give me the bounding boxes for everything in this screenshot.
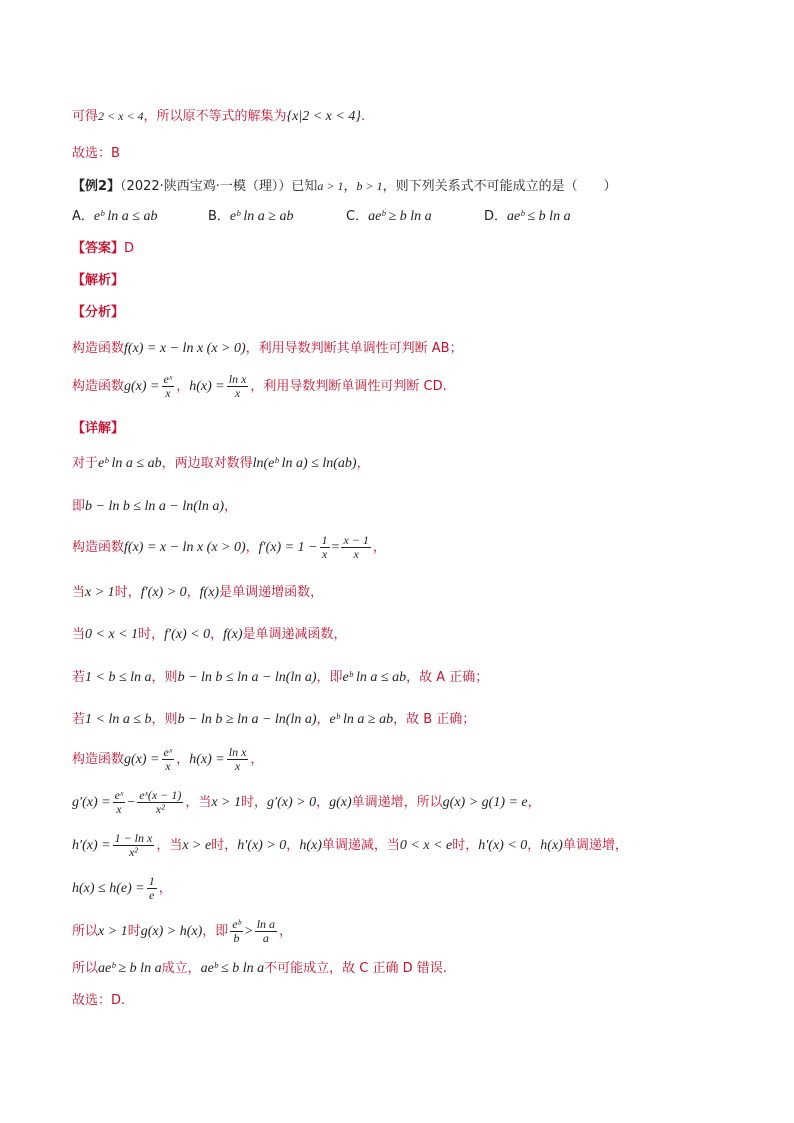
text: 构造函数 <box>72 341 125 356</box>
math: g(x) = <box>124 752 160 767</box>
math: b − ln b ≤ ln a − ln(ln a) <box>85 499 224 514</box>
denominator: x <box>234 759 241 773</box>
fraction <box>230 918 243 945</box>
text: 单调递增，所以 <box>351 795 443 810</box>
math: f(x) <box>223 627 243 642</box>
text: 时， <box>211 838 238 853</box>
text: . <box>360 109 366 124</box>
option-label: A． <box>72 209 94 224</box>
math: aeᵇ ≥ b ln a <box>98 961 162 976</box>
denominator: e <box>149 888 155 902</box>
text: 对于 <box>72 456 99 471</box>
text: ，当 <box>156 838 183 853</box>
analysis-line-1 <box>72 341 463 357</box>
detail-heading: 【详解】 <box>72 421 125 436</box>
numerator: ln x <box>228 745 247 759</box>
detail-line-13 <box>72 961 447 977</box>
text: ， <box>527 795 541 810</box>
text: 时 <box>127 924 141 939</box>
denominator: x <box>353 547 359 561</box>
detail-line-2 <box>72 499 237 515</box>
option-math: eᵇ ln a ≥ ab <box>229 209 294 224</box>
answer-choice: 故选：B <box>72 146 120 161</box>
detail-line-7 <box>72 712 475 728</box>
math: h′(x) < 0 <box>478 838 528 853</box>
question-text: ，则下列关系式不可能成立的是（ ） <box>382 179 617 194</box>
option-c <box>346 209 484 225</box>
text: ，故 B 正确； <box>393 712 476 727</box>
option-label: D． <box>484 209 508 224</box>
fraction <box>162 373 175 400</box>
text: 所以 <box>72 924 99 939</box>
option-label: B． <box>208 209 230 224</box>
sub-analysis-heading: 【分析】 <box>72 305 125 320</box>
math-inequality: 2 < x < 4 <box>98 109 144 123</box>
fraction <box>113 789 126 816</box>
math: eᵇ ln a ≤ ab <box>342 670 407 685</box>
math: h(x) = <box>189 379 225 394</box>
math: 0 < x < e <box>399 838 453 853</box>
numerator: x − 1 <box>343 533 369 547</box>
detail-line-10 <box>72 831 628 861</box>
math: g(x) > g(1) = e <box>442 795 528 810</box>
math: g(x) <box>329 795 352 810</box>
answer-label: 【答案】 <box>72 241 125 256</box>
denominator: a <box>262 931 269 945</box>
text: ，利用导数判断单调性可判断 CD. <box>250 379 447 394</box>
math: 1 < ln a ≤ b <box>85 712 152 727</box>
text: ，所以原不等式的解集为 <box>143 109 287 124</box>
text: ， <box>176 379 190 394</box>
math: eᵇ ln a ≥ ab <box>329 712 394 727</box>
text: ， <box>343 179 357 194</box>
option-math: aeᵇ ≥ b ln a <box>368 209 432 224</box>
math: h(x) ≤ h(e) = <box>72 881 145 896</box>
text: ， <box>286 838 300 853</box>
text: 是单调递增函数， <box>219 585 324 600</box>
text: ， <box>223 499 237 514</box>
fraction <box>255 918 277 945</box>
math-solution-set: {x|2 < x < 4} <box>286 109 361 124</box>
math: 0 < x < 1 <box>85 627 139 642</box>
option-math: aeᵇ ≤ b ln a <box>507 209 571 224</box>
text: 若 <box>72 670 86 685</box>
answer-value: D <box>124 241 135 256</box>
fraction <box>320 534 330 561</box>
math: h(x) = <box>189 752 225 767</box>
detail-line-4 <box>72 585 323 601</box>
text: 时， <box>114 585 141 600</box>
question-source: （2022·陕西宝鸡·一模（理））已知 <box>120 179 318 194</box>
text: 若 <box>72 712 86 727</box>
math: aeᵇ ≤ b ln a <box>200 961 265 976</box>
denominator: x <box>234 386 241 400</box>
text: 当 <box>72 627 86 642</box>
detail-line-1 <box>72 456 370 472</box>
numerator: 1 − ln x <box>114 831 153 845</box>
example-question <box>72 178 617 195</box>
text: ，利用导数判断其单调性可判断 AB； <box>245 341 463 356</box>
math: g(x) = <box>124 379 160 394</box>
text: ， <box>316 712 330 727</box>
text: ， <box>186 585 200 600</box>
text: ， <box>356 456 370 471</box>
text: ，故 A 正确； <box>406 670 489 685</box>
option-d <box>484 209 571 225</box>
fraction <box>227 373 249 400</box>
detail-line-12 <box>72 917 292 947</box>
detail-line-8 <box>72 745 263 775</box>
math: h(x) <box>540 838 563 853</box>
text: 是单调递减函数， <box>242 627 347 642</box>
final-choice-line <box>72 993 125 1009</box>
fraction <box>147 875 157 902</box>
numerator: ln a <box>256 917 276 931</box>
options-row <box>72 209 571 225</box>
text: ， <box>527 838 541 853</box>
math: h(x) <box>299 838 322 853</box>
text: 即 <box>72 499 86 514</box>
math: b − ln b ≤ ln a − ln(ln a) <box>177 670 317 685</box>
text: ，则 <box>151 712 178 727</box>
math: − <box>127 795 136 810</box>
math: f′(x) > 0 <box>140 585 187 600</box>
choice-line <box>72 146 120 162</box>
fraction <box>341 534 370 561</box>
text: 构造函数 <box>72 540 125 555</box>
math: x > 1 <box>98 924 128 939</box>
text: ， <box>158 881 172 896</box>
answer-line <box>72 241 134 257</box>
math: f′(x) < 0 <box>164 627 211 642</box>
denominator: x <box>321 547 328 561</box>
solution-conclusion-line <box>72 108 365 125</box>
math: b > 1 <box>356 179 383 193</box>
math: x > 1 <box>211 795 242 810</box>
math: h′(x) = <box>72 838 111 853</box>
text: ， <box>245 540 259 555</box>
numerator: eˣ <box>114 788 124 802</box>
math: b − ln b ≥ ln a − ln(ln a) <box>177 712 317 727</box>
detail-line-9 <box>72 788 541 818</box>
example-label: 【例2】 <box>72 179 121 194</box>
detail-line-5 <box>72 627 347 643</box>
denominator: b <box>233 931 240 945</box>
math: x > 1 <box>85 585 115 600</box>
option-b <box>208 209 346 225</box>
fraction <box>227 746 249 773</box>
text: 成立， <box>161 961 201 976</box>
numerator: 1 <box>148 874 155 888</box>
option-label: C． <box>346 209 369 224</box>
fraction <box>113 832 155 859</box>
text: ， <box>316 795 330 810</box>
numerator: 1 <box>321 533 328 547</box>
denominator: x <box>116 802 122 816</box>
math: g′(x) > 0 <box>267 795 317 810</box>
numerator: eˣ <box>163 372 173 386</box>
numerator: eˣ(x − 1) <box>139 788 182 802</box>
denominator: x² <box>155 802 165 816</box>
numerator: eᵇ <box>232 917 241 931</box>
detail-line-3 <box>72 533 386 563</box>
text: 当 <box>72 585 86 600</box>
text: ，当 <box>185 795 212 810</box>
fraction <box>137 789 183 816</box>
math: g(x) > h(x) <box>140 924 203 939</box>
denominator: x <box>165 759 171 773</box>
text: ，则 <box>151 670 178 685</box>
denominator: x <box>165 386 171 400</box>
text: 构造函数 <box>72 379 125 394</box>
math: h′(x) > 0 <box>237 838 287 853</box>
text: ，即 <box>316 670 343 685</box>
analysis-line-2 <box>72 372 447 402</box>
text: 时， <box>241 795 268 810</box>
math-function-f: f(x) = x − ln x (x > 0) <box>124 341 246 356</box>
numerator: ln x <box>228 372 247 386</box>
math: x > e <box>182 838 212 853</box>
text: ， <box>279 924 293 939</box>
math: ln(eᵇ ln a) ≤ ln(ab) <box>252 456 357 471</box>
text: ， <box>372 540 386 555</box>
text: ，两边取对数得 <box>161 456 253 471</box>
text: 可得 <box>72 109 99 124</box>
text: 所以 <box>72 961 99 976</box>
text: 不可能成立，故 C 正确 D 错误. <box>264 961 447 976</box>
math: g′(x) = <box>72 795 111 810</box>
detail-line-6 <box>72 670 488 686</box>
denominator: x² <box>128 845 138 859</box>
numerator: eˣ <box>163 745 173 759</box>
text: 时， <box>452 838 479 853</box>
text: ，即 <box>202 924 229 939</box>
text: ， <box>176 752 190 767</box>
text: ， <box>250 752 264 767</box>
option-math: eᵇ ln a ≤ ab <box>93 209 158 224</box>
text: 构造函数 <box>72 752 125 767</box>
text: ， <box>210 627 224 642</box>
option-a <box>72 209 208 225</box>
math: a > 1 <box>317 179 344 193</box>
math: > <box>244 924 253 939</box>
detail-line-11 <box>72 874 172 904</box>
analysis-heading: 【解析】 <box>72 273 125 288</box>
fraction <box>162 746 175 773</box>
math: f(x) <box>199 585 220 600</box>
math: f(x) = x − ln x (x > 0) <box>124 540 246 555</box>
math: 1 < b ≤ ln a <box>85 670 152 685</box>
math: f′(x) = 1 − <box>258 540 318 555</box>
text: 单调递增， <box>562 838 628 853</box>
math: = <box>331 540 340 555</box>
answer-choice: 故选：D. <box>72 993 126 1008</box>
text: 时， <box>138 627 165 642</box>
math: eᵇ ln a ≤ ab <box>98 456 162 471</box>
text: 单调递减，当 <box>321 838 400 853</box>
